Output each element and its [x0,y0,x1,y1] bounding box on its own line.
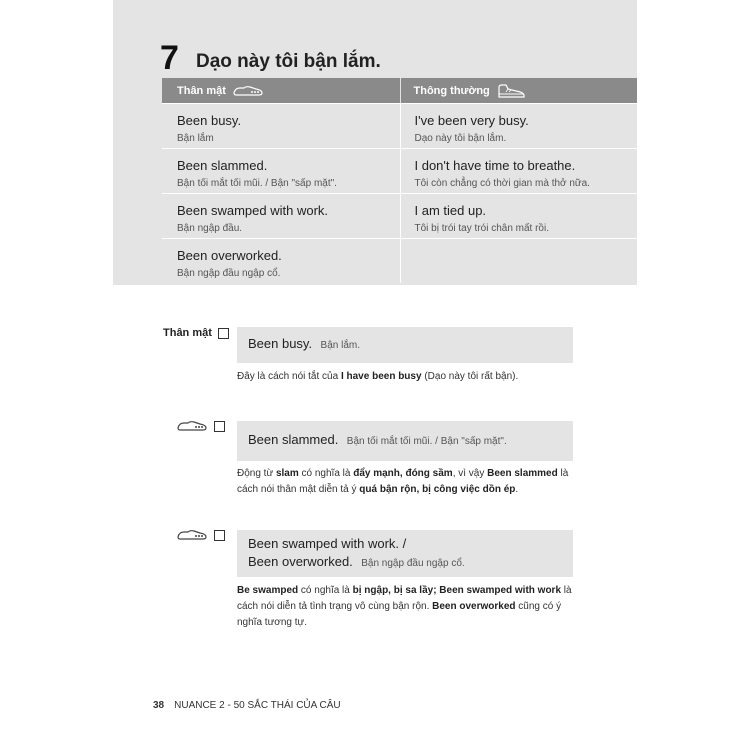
page-number: 38 [153,700,165,711]
bold-run: Be swamped [237,585,299,596]
casual-expression: Been slammed. [177,158,268,173]
text-run: Đây là cách nói tắt của [237,371,341,382]
section-1-checkbox[interactable] [218,328,229,339]
section-3-phrase-en-line2: Been overworked. [248,553,353,569]
sandal-icon [176,419,208,433]
lesson-number: 7 [160,39,179,77]
text-run: Động từ [237,468,276,479]
section-3-explanation [237,583,577,631]
section-1-phrase-box [237,327,573,363]
table-cell-casual [162,149,400,193]
table-row [162,148,637,193]
text-run: (Dạo này tôi rất bận). [421,371,519,382]
normal-translation: Tôi còn chẳng có thời gian mà thở nữa. [414,178,590,189]
section-1-explanation [237,369,577,385]
section-3-phrase-vi: Bận ngập đầu ngập cổ. [361,557,465,569]
casual-translation: Bận tối mắt tối mũi. / Bận "sấp mặt". [177,178,337,189]
text-run: là cách nói thân mật diễn tả ý [237,468,569,495]
table-header [162,78,637,103]
casual-translation: Bận ngập đầu ngập cổ. [177,268,281,279]
bold-run: Been slammed [487,468,558,479]
section-1-label-row [163,327,229,339]
bold-run: bị ngập, bị sa lầy; Been swamped with work [352,585,562,596]
text-run: . [515,484,519,495]
section-3-phrase-box [237,530,573,577]
expression-table [162,78,637,283]
casual-expression: Been busy. [177,113,242,128]
table-cell-casual [162,194,400,238]
sandal-icon [176,528,208,542]
bold-run: đẩy mạnh, đóng sầm [353,468,453,479]
page-footer [153,700,341,711]
section-2-explanation [237,466,577,498]
text-run: cũng có ý nghĩa tương tự. [237,601,562,628]
casual-translation: Bận ngập đầu. [177,223,243,234]
normal-expression: I don't have time to breathe. [414,158,576,173]
table-row [162,193,637,238]
sandal-icon [232,84,264,98]
table-cell-normal [400,194,638,238]
text-run: , vì vậy [452,468,488,479]
section-2-checkbox[interactable] [214,421,225,432]
table-row [162,238,637,283]
table-cell-normal [400,149,638,193]
table-cell-normal [400,239,638,283]
section-2-phrase-vi: Bận tối mắt tối mũi. / Bận "sấp mặt". [346,436,507,447]
lesson-title: Dạo này tôi bận lắm. [196,51,381,72]
text-run: có nghĩa là [298,585,353,596]
section-1-label: Thân mật [163,327,212,339]
table-row [162,103,637,148]
book-title: NUANCE 2 - 50 SẮC THÁI CỦA CÂU [174,700,341,711]
header-normal-label: Thông thường [413,84,490,97]
casual-expression: Been overworked. [177,248,282,263]
normal-expression: I am tied up. [414,203,487,218]
bold-run: quá bận rộn, bị công việc dồn ép [359,484,516,495]
sneaker-icon [496,82,526,100]
text-run: có nghĩa là [298,468,354,479]
bold-run: I have been busy [340,371,422,382]
casual-translation: Bận lắm [177,133,214,144]
section-1-phrase-vi: Bận lắm. [320,340,361,351]
section-2-label-row [176,419,225,433]
header-normal [400,78,638,103]
normal-expression: I've been very busy. [414,113,529,128]
table-cell-casual [162,104,400,148]
normal-translation: Tôi bị trói tay trói chân mất rồi. [414,223,549,234]
section-2-phrase-box [237,421,573,461]
section-3-checkbox[interactable] [214,530,225,541]
table-cell-normal [400,104,638,148]
section-2-phrase-en: Been slammed. [248,432,339,447]
bold-run: slam [275,468,299,479]
section-3-phrase-en-line1: Been swamped with work. / [248,535,407,551]
normal-translation: Dạo này tôi bận lắm. [414,133,507,144]
bold-run: Been overworked [432,601,516,612]
header-casual [162,78,400,103]
header-casual-label: Thân mật [177,84,226,97]
table-cell-casual [162,239,400,283]
section-1-phrase-en: Been busy. [248,336,313,351]
section-3-label-row [176,528,225,542]
text-run: là cách nói diễn tả tình trạng vô cùng bận rộn. [237,585,572,612]
casual-expression: Been swamped with work. [177,203,329,218]
